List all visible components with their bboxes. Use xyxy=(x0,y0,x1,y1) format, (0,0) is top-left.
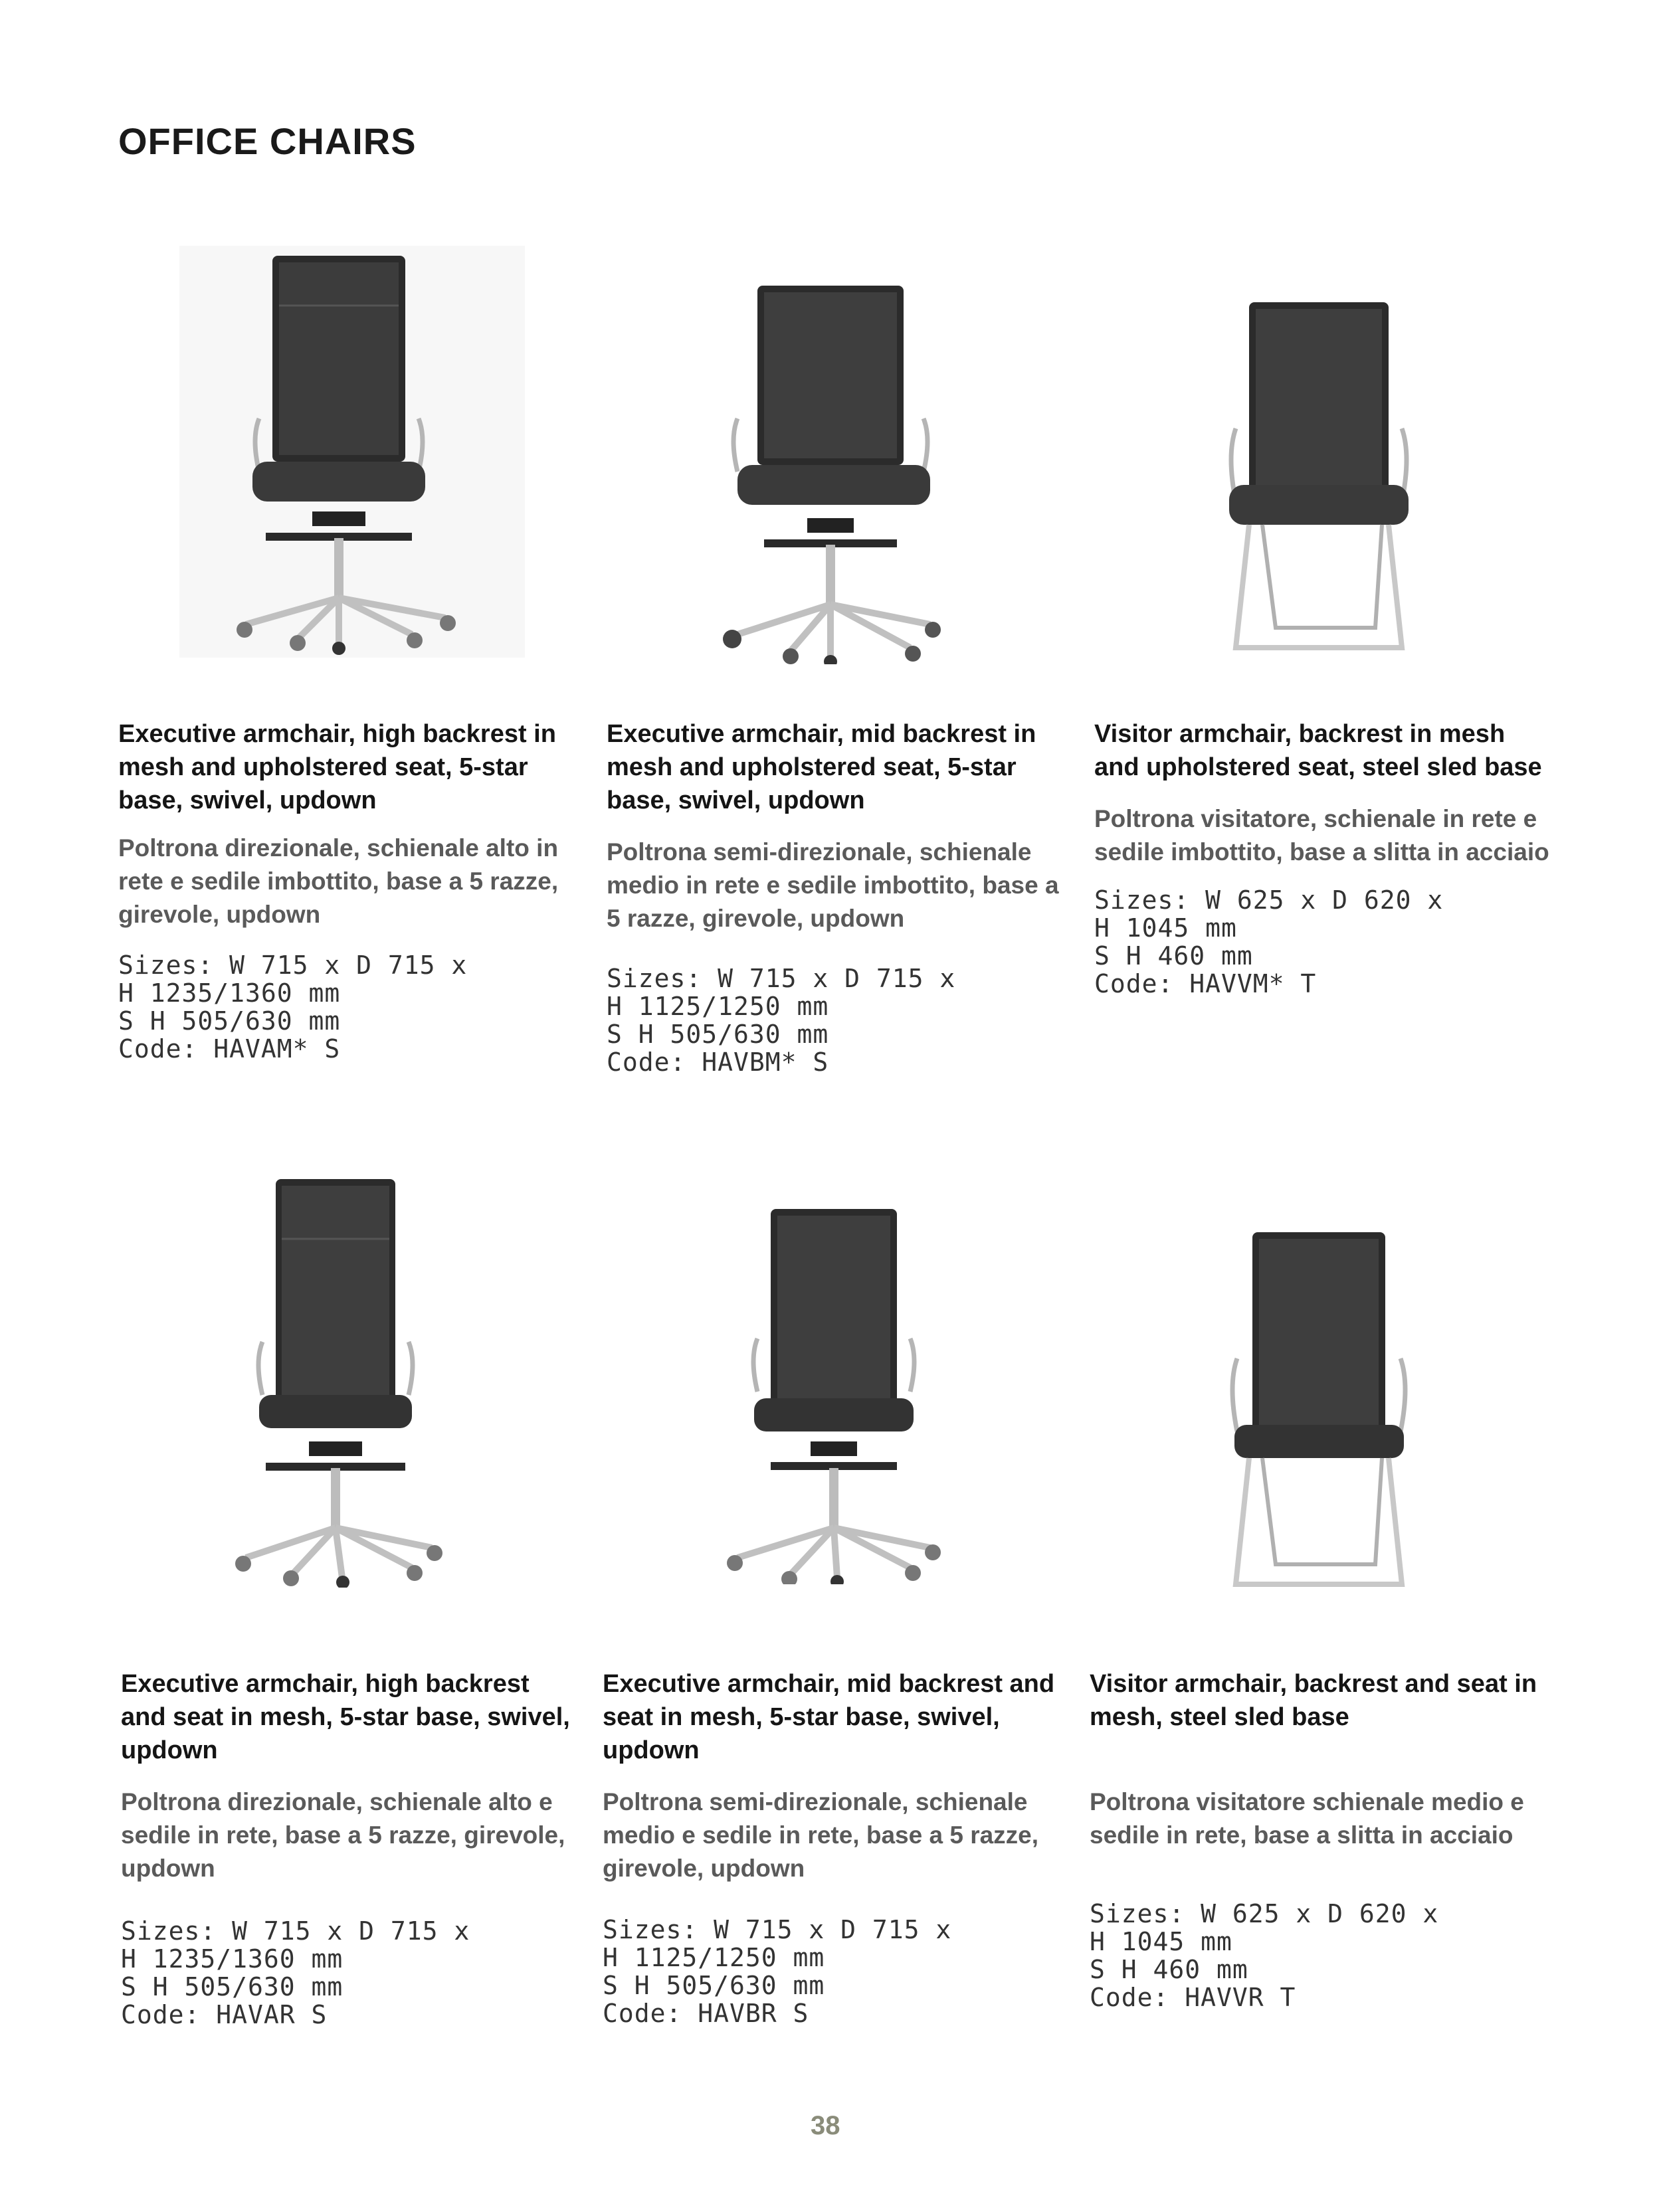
product-specs: Sizes: W 625 x D 620 x H 1045 mm S H 460 mm Code: HAVVR T xyxy=(1090,1899,1439,2012)
product-specs: Sizes: W 715 x D 715 x H 1235/1360 mm S H 505/630 mm Code: HAVAR S xyxy=(121,1916,470,2029)
page-title: OFFICE CHAIRS xyxy=(118,120,417,162)
product-havbr-s xyxy=(603,1667,1061,2027)
chair-photo-visitor-mesh xyxy=(1203,1226,1428,1598)
product-havam-s xyxy=(118,717,577,1063)
product-specs: Sizes: W 715 x D 715 x H 1125/1250 mm S H 505/630 mm Code: HAVBM* S xyxy=(607,964,956,1077)
chair-photo-visitor-upholstered xyxy=(1203,296,1428,668)
product-title-it: Poltrona direzionale, schienale alto in rete e sedile imbottito, base a 5 razze, girevole, updown xyxy=(118,834,559,928)
product-title-en: Executive armchair, mid backrest in mesh and upholstered seat, 5-star base, swivel, updown xyxy=(607,720,1036,814)
product-title-en: Visitor armchair, backrest and seat in mesh, steel sled base xyxy=(1090,1670,1537,1731)
chair-photo-mid-back-mesh xyxy=(698,1206,977,1584)
product-title-it: Poltrona semi-direzionale, schienale medio e sedile in rete, base a 5 razze, girevole, updown xyxy=(603,1788,1039,1882)
product-specs: Sizes: W 715 x D 715 x H 1235/1360 mm S H 505/630 mm Code: HAVAM* S xyxy=(118,951,468,1063)
product-title-it: Poltrona visitatore schienale medio e sedile in rete, base a slitta in acciaio xyxy=(1090,1788,1524,1849)
product-title-en: Executive armchair, high backrest in mesh and upholstered seat, 5-star base, swivel, updown xyxy=(118,720,556,814)
product-havvm-t xyxy=(1094,717,1553,998)
page-number: 38 xyxy=(811,2111,840,2140)
product-havbm-s xyxy=(607,717,1065,1076)
product-specs: Sizes: W 625 x D 620 x H 1045 mm S H 460 mm Code: HAVVM* T xyxy=(1094,885,1444,998)
product-havar-s xyxy=(121,1667,579,2029)
product-title-en: Visitor armchair, backrest in mesh and upholstered seat, steel sled base xyxy=(1094,720,1542,781)
chair-photo-high-back-mesh xyxy=(206,1176,458,1588)
product-title-en: Executive armchair, mid backrest and seat in mesh, 5-star base, swivel, updown xyxy=(603,1670,1055,1764)
product-title-it: Poltrona semi-direzionale, schienale medio in rete e sedile imbottito, base a 5 razze, girevole, updown xyxy=(607,838,1059,932)
product-title-it: Poltrona visitatore, schienale in rete e sedile imbottito, base a slitta in acciaio xyxy=(1094,805,1549,866)
chair-photo-mid-back-upholstered xyxy=(698,279,977,664)
chair-photo-high-back-upholstered xyxy=(179,246,525,658)
product-title-en: Executive armchair, high backrest and seat in mesh, 5-star base, swivel, updown xyxy=(121,1670,570,1764)
product-havvr-t xyxy=(1090,1667,1548,2011)
product-title-it: Poltrona direzionale, schienale alto e sedile in rete, base a 5 razze, girevole, updown xyxy=(121,1788,565,1882)
product-specs: Sizes: W 715 x D 715 x H 1125/1250 mm S H 505/630 mm Code: HAVBR S xyxy=(603,1915,952,2028)
